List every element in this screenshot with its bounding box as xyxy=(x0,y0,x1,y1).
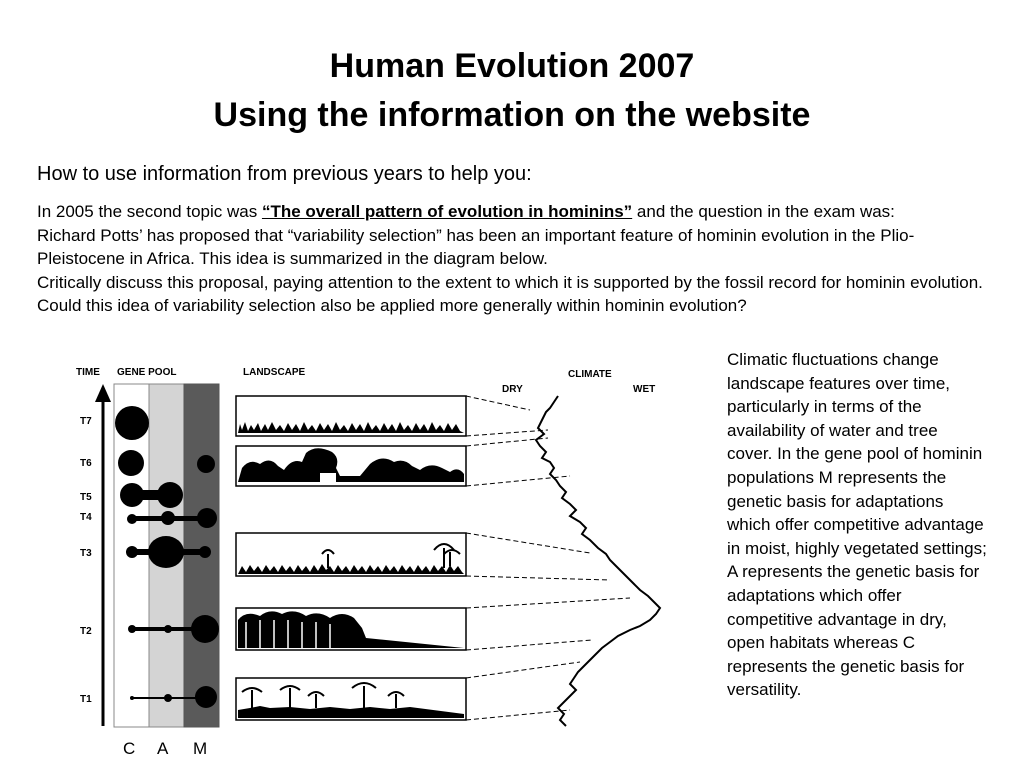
time-label-t3: T3 xyxy=(80,548,92,559)
intro-suffix: and the question in the exam was: xyxy=(632,202,895,221)
time-label-t5: T5 xyxy=(80,492,92,503)
header-dry: DRY xyxy=(502,384,523,395)
gene-labels xyxy=(123,739,207,758)
landscape-panel-t2 xyxy=(236,608,466,650)
climate-curve xyxy=(536,396,660,726)
header-landscape: LANDSCAPE xyxy=(243,367,306,378)
landscape-panel-t7 xyxy=(236,396,466,436)
question-paragraph-1: Richard Potts’ has proposed that “variability selection” has been an important feature of hominin evolution in the Plio-Pleistocene in Africa. This idea is summarized in the diagram below. xyxy=(37,225,915,269)
time-arrow xyxy=(95,384,111,726)
subtitle: How to use information from previous years to help you: xyxy=(37,163,532,185)
header-gene-pool: GENE POOL xyxy=(117,367,177,378)
time-label-t4: T4 xyxy=(80,512,92,523)
time-label-t1: T1 xyxy=(80,694,92,705)
time-labels xyxy=(80,416,92,705)
time-label-t6: T6 xyxy=(80,458,92,469)
label-a: A xyxy=(157,739,169,758)
climate-connectors xyxy=(466,396,630,720)
question-paragraph-2: Critically discuss this proposal, paying attention to the extent to which it is supported by the fossil record for hominin evolution. Could this idea of variability selection also be applied more generally within hominin evolution? xyxy=(37,272,983,316)
time-label-t2: T2 xyxy=(80,626,92,637)
label-m: M xyxy=(193,739,208,758)
landscape-panel-t6 xyxy=(236,446,466,486)
header-time: TIME xyxy=(76,367,100,378)
topic-link[interactable]: “The overall pattern of evolution in hominins” xyxy=(261,202,633,221)
question-text xyxy=(37,200,992,318)
intro-prefix: In 2005 the second topic was xyxy=(37,202,262,221)
title-line-1: Human Evolution 2007 xyxy=(329,47,695,85)
landscape-panels xyxy=(236,396,466,720)
label-c: C xyxy=(123,739,136,758)
time-label-t7: T7 xyxy=(80,416,92,427)
variability-selection-diagram xyxy=(70,358,670,763)
intro-paragraph xyxy=(37,200,992,224)
landscape-panel-t3 xyxy=(236,533,466,576)
landscape-panel-t1 xyxy=(236,678,466,720)
title-line-2: Using the information on the website xyxy=(213,96,811,134)
header-wet: WET xyxy=(633,384,656,395)
side-explanation: Climatic fluctuations change landscape features over time, particularly in terms of the availability of water and tree cover. In the gene pool of hominin populations M represents the genetic basis for adaptations which offer competitive advantage in moist, highly vegetated settings; A represents the genetic basis for adaptations which offer competitive advantage in dry, open habitats whereas C represents the genetic basis for versatility. xyxy=(727,350,987,700)
header-climate: CLIMATE xyxy=(568,369,612,380)
